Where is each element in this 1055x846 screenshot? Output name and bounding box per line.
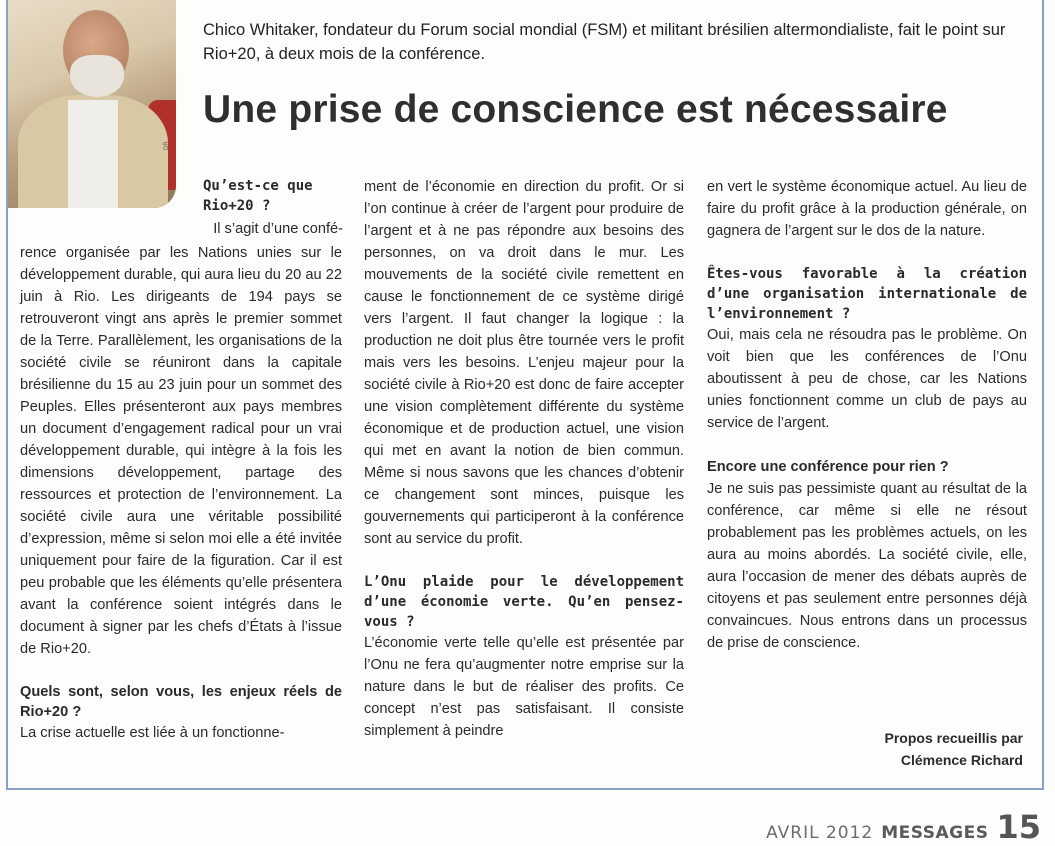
answer-1: rence organisée par les Nations unies sur le développement durable, qui aura lieu du 20 au 22 juin à Rio. Les dirigeants de 194 pays se retrouveront vingt ans après le premier sommet de la Terre. Parallèlement, les organisations de la société civile se réuniront dans la capitale brésilienne du 15 au 23 juin pour un sommet des Peuples. Elles présenteront aux pays membres un document d’engagement radical pour un vrai développement durable, qui intègre à la fois les dimensions développement, partage des ressources et protection de l’environnement. La société civile aura une véritable possibilité d’expression, même si selon moi elle a été invitée uniquement pour faire de la figuration. Car il est peu probable que les éléments qu’elle présentera avant la conférence soient intégrés dans le document à signer par les chefs d’États à l’issue de Rio+20. xyxy=(20,245,342,657)
question-2: Quels sont, selon vous, les enjeux réels de Rio+20 ? xyxy=(20,684,342,720)
byline-line-1: Propos recueillis par xyxy=(884,730,1023,746)
footer-magazine: MESSAGES xyxy=(881,823,989,843)
column-1 xyxy=(20,242,342,744)
byline-author: Clémence Richard xyxy=(900,752,1023,768)
byline xyxy=(707,727,1023,771)
answer-3-end: en vert le système économique actuel. Au lieu de faire du profit grâce à la production générale, on gagnera de l’argent sur le dos de la nature. xyxy=(707,179,1027,239)
answer-2-start: La crise actuelle est liée à un fonctionne- xyxy=(20,725,285,741)
article-intro: Chico Whitaker, fondateur du Forum social mondial (FSM) et militant brésilien altermondialiste, fait le point sur Rio+20, à deux mois de la conférence. xyxy=(203,21,1006,63)
page-footer xyxy=(766,808,1041,846)
column-3 xyxy=(707,176,1027,654)
question-5: Encore une conférence pour rien ? xyxy=(707,459,949,475)
question-3: L’Onu plaide pour le développement d’une économie verte. Qu’en pensez-vous ? xyxy=(364,574,684,630)
beard-shape xyxy=(70,55,124,97)
shirt-shape xyxy=(68,100,118,208)
answer-3: L’économie verte telle qu’elle est présentée par l’Onu ne fera qu’augmenter notre emprise sur la nature dans le but de réaliser des profits. Ce concept n’est pas satisfaisant. Il consiste simplement à peindre xyxy=(364,635,684,739)
column-2 xyxy=(364,176,684,742)
answer-5: Je ne suis pas pessimiste quant au résultat de la conférence, car même si elle ne résout probablement pas les problèmes actuels, on les aura au moins abordés. La société civile, elle, aura l’occasion de mener des débats auprès de citoyens et pas seulement entre personnes déjà convaincues. Nous entrons dans un processus de prise de conscience. xyxy=(707,481,1027,651)
answer-4: Oui, mais cela ne résoudra pas le problème. On voit bien que les conférences de l’Onu aboutissent à peu de chose, car les Nations unies fonctionnent comme un club de pays au service de l’argent. xyxy=(707,327,1027,431)
question-4: Êtes-vous favorable à la création d’une organisation internationale de l’environnement ? xyxy=(707,266,1027,322)
page-number: 15 xyxy=(996,808,1041,846)
photo-credit: DR xyxy=(164,141,170,150)
answer-2: ment de l’économie en direction du profit. Or si l’on continue à créer de l’argent pour produire de l’argent et à ne pas répondre aux besoins des personnes, on va droit dans le mur. Les mouvements de la société civile remettent en cause le fonctionnement de ce système dirigé vers l’argent. Il faut changer la logique : la production ne doit plus être tournée vers le profit mais vers les besoins. L’enjeu majeur pour la société civile à Rio+20 est donc de faire accepter une vision complètement différente du système économique et de production actuel, une vision qui met en avant la notion de bien commun. Même si nous savons que les chances d’obtenir ce changement sont minces, puisque les gouvernements qui participeront à la conférence sont au service du profit. xyxy=(364,179,684,547)
answer-1-start: Il s’agit d’une confé- xyxy=(213,221,343,237)
portrait-photo xyxy=(8,0,176,208)
question-1: Qu’est-ce que Rio+20 ? xyxy=(203,178,313,214)
footer-date: AVRIL 2012 xyxy=(766,823,874,843)
column-1-top xyxy=(203,176,343,240)
article-title: Une prise de conscience est nécessaire xyxy=(203,88,948,131)
